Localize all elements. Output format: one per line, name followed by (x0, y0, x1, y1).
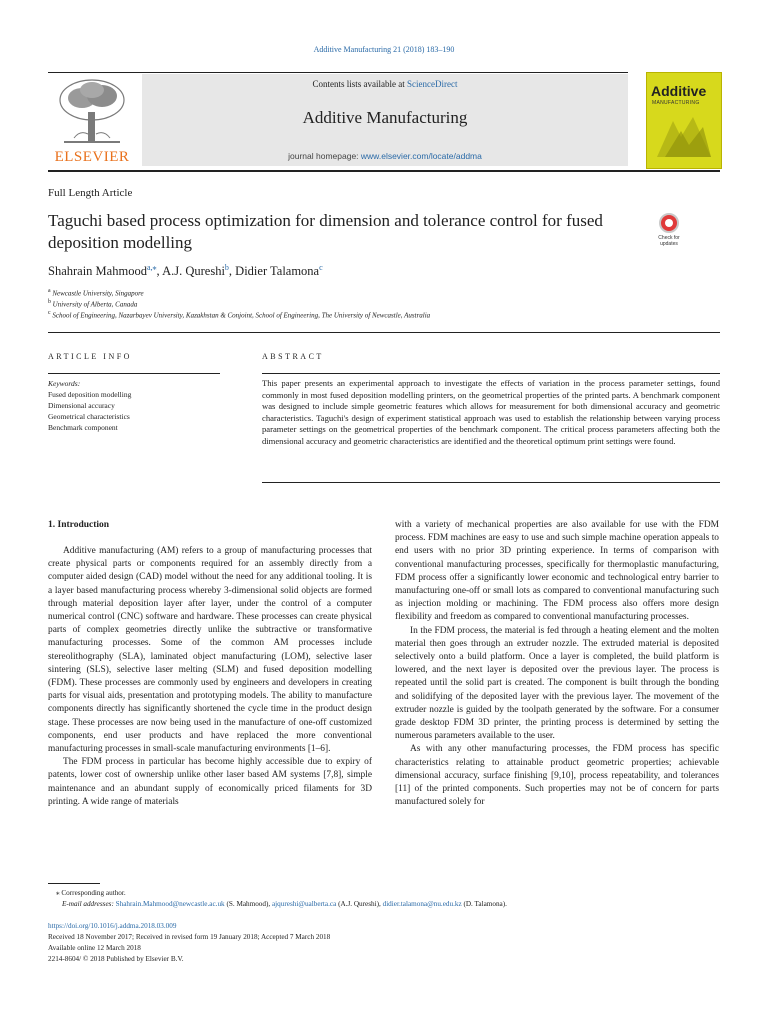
body-paragraph: In the FDM process, the material is fed through a heating element and the molten material then goes through an extruder nozzle. The extruded material is deposited selectively onto a build platform. Once a layer is completed, the build platform is lowered, and the next layer is deposited over the previous layer. The process is repeated until the solid part is created. The component is built through the bonding and solidifying of the deposited layer with the previous layer. The movement of the extruder nozzle is guided by the toolpath generated by the software. For a consumer grade desktop FDM 3D printer, the printing process is determined by setting the numerous parameters available to the user. (395, 625, 719, 742)
body-paragraph: Additive manufacturing (AM) refers to a group of manufacturing processes that create physical parts or components required for an assembly directly from a computer aided design (CAD) model without the need for any additional tooling. It is a layer based manufacturing process whereby 3-dimensional solid objects are formed through material deposition layer after layer, under the control of a computer numerical control (CNC) software and hardware. These processes can create physical parts of complex geometries directly unlike the subtractive or transformative manufacturing processes. Some of the common AM processes include stereolithography (SLA), laminated object manufacturing (LOM), selective laser sintering (SLS), selective laser melting (SLM) and fused deposition modelling (FDM). These processes are commonly used by engineers and developers in creating parts for visual aids, presentation and prototyping models. The ability to manufacture components directly has significantly shortened the cycle time in the product design stage. These processes are now being used in the manufacture of one-off customized components, end user products and have replaced the more conventional manufacturing processes in small-scale manufacturing environments [1–6]. (48, 546, 372, 755)
keyword: Fused deposition modelling (48, 390, 132, 399)
author-affil-link[interactable]: b (224, 263, 229, 272)
author-affil-link[interactable]: c (319, 263, 323, 272)
available-online: Available online 12 March 2018 (48, 944, 141, 952)
received-dates: Received 18 November 2017; Received in revised form 19 January 2018; Accepted 7 March 2018 (48, 933, 331, 941)
journal-reference[interactable]: Additive Manufacturing 21 (2018) 183–190 (313, 45, 455, 54)
corresponding-author-note: ⁎ Corresponding author. (56, 889, 126, 897)
author-list: Shahrain Mahmood$^{a,⁎}$, A.J. Qureshi$^b$, Didier Talamona$^c$ (48, 263, 323, 279)
affiliation: $^b$ University of Alberta, Canada (48, 299, 138, 309)
journal-homepage (142, 151, 628, 161)
elsevier-logo[interactable] (48, 74, 136, 166)
sciencedirect-link[interactable]: ScienceDirect (407, 79, 458, 89)
crossmark-icon (659, 213, 679, 233)
journal-title: Additive Manufacturing (302, 108, 468, 127)
contents-prefix: Contents lists available at (312, 79, 407, 89)
abstract-text: This paper presents an experimental approach to investigate the effects of variation in the process parameter settings, found commonly in most fused deposition modelling printers, on the geometrical properties of the printed parts. A benchmark component was designed to include simple geometric features which allows for measurement for both dimensional accuracy and geometric characteristics. Taguchi's design of experiment statistical approach was used to establish the relationship between varying process parameter settings on the geometrical properties of the benchmark component. The critical process parameters affecting both the dimensional accuracy and geometric characteristics are identified and the theoretical optimum print settings were found. (262, 378, 720, 446)
author-name: A.J. Qureshi (162, 264, 225, 279)
author-name: Didier Talamona (235, 264, 320, 279)
cover-title: Additive (651, 83, 707, 99)
keyword: Geometrical characteristics (48, 412, 130, 421)
article-info-heading: ARTICLE INFO (48, 352, 132, 361)
footnote-rule (48, 883, 100, 884)
body-column-right (395, 519, 719, 809)
keyword: Benchmark component (48, 423, 118, 432)
body-column-left (48, 545, 372, 809)
email-addresses: E-mail addresses: Shahrain.Mahmood@newcastle.ac.uk (S. Mahmood), ajqureshi@ualberta.ca (A.J. Qureshi), didier.talamona@nu.edu.kz (D. Talamona). (62, 900, 507, 908)
homepage-link[interactable]: www.elsevier.com/locate/addma (360, 151, 482, 161)
journal-cover[interactable] (646, 72, 722, 169)
elsevier-wordmark: ELSEVIER (54, 149, 130, 165)
header-rule (48, 72, 628, 73)
keyword: Dimensional accuracy (48, 401, 115, 410)
header-thick-rule (48, 170, 720, 172)
body-paragraph: As with any other manufacturing processes, the FDM process has specific characteristics relating to attainable product geometric properties; achievable dimensional accuracy, surface finishing [9,10], process repeatability, and tolerances [11] of the printed components. Such properties may not be of concern for parts manufactured solely for (395, 744, 719, 808)
doi-link[interactable]: https://doi.org/10.1016/j.addma.2018.03.009 (48, 922, 177, 930)
article-info-rule (48, 373, 220, 374)
author-name: Shahrain Mahmood (48, 264, 147, 279)
cover-subtitle: MANUFACTURING (652, 100, 700, 106)
body-paragraph: The FDM process in particular has become highly accessible due to expiry of patents, lower cost of ownership unlike other laser based AM systems [7,8], simple maintenance and an abundant supply of economically priced filaments for 3D printing. A wide range of materials (48, 757, 372, 807)
section-rule (48, 332, 720, 333)
email-link[interactable]: Shahrain.Mahmood@newcastle.ac.uk (115, 900, 225, 908)
keywords-label: Keywords: (48, 379, 81, 388)
crossmark-label: Check for updates (658, 235, 680, 247)
article-type: Full Length Article (48, 187, 133, 199)
contents-line (142, 79, 628, 89)
section-heading: 1. Introduction (48, 520, 110, 530)
cover-art-icon (651, 111, 717, 163)
paper-title: Taguchi based process optimization for dimension and tolerance control for fused deposition modelling (48, 211, 603, 252)
affiliation: $^c$ School of Engineering, Nazarbayev University, Kazakhstan & Conjoint, School of Engineering, The University of Newcastle, Australia (48, 310, 431, 320)
author-affil-link[interactable]: a,⁎ (146, 263, 157, 272)
elsevier-tree-icon (54, 78, 130, 146)
copyright: 2214-8604/ © 2018 Published by Elsevier B.V. (48, 955, 184, 963)
email-link[interactable]: didier.talamona@nu.edu.kz (382, 900, 462, 908)
email-link[interactable]: ajqureshi@ualberta.ca (271, 900, 337, 908)
homepage-prefix: journal homepage: (288, 151, 361, 161)
abstract-rule (262, 373, 720, 374)
abstract-bottom-rule (262, 482, 720, 483)
body-paragraph: with a variety of mechanical properties are also available for use with the FDM process. FDM machines are easy to use and such simple machine operation appeals to end users with no prior 3D printing experience. In terms of comparison with conventional manufacturing processes, specifically for thermoplastic manufacturing, FDM process offer a significantly lower economic and technological entry barrier to manufacturing one-off or small lots as compared to conventional manufacturing such as injection molding or machining. The FDM process also offers more design flexibility and freedom as compared to conventional manufacturing processes. (395, 520, 719, 623)
journal-header-band (142, 74, 628, 166)
affiliation: $^a$ Newcastle University, Singapore (48, 288, 144, 298)
crossmark-badge[interactable] (652, 213, 686, 253)
abstract-heading: ABSTRACT (262, 352, 324, 361)
